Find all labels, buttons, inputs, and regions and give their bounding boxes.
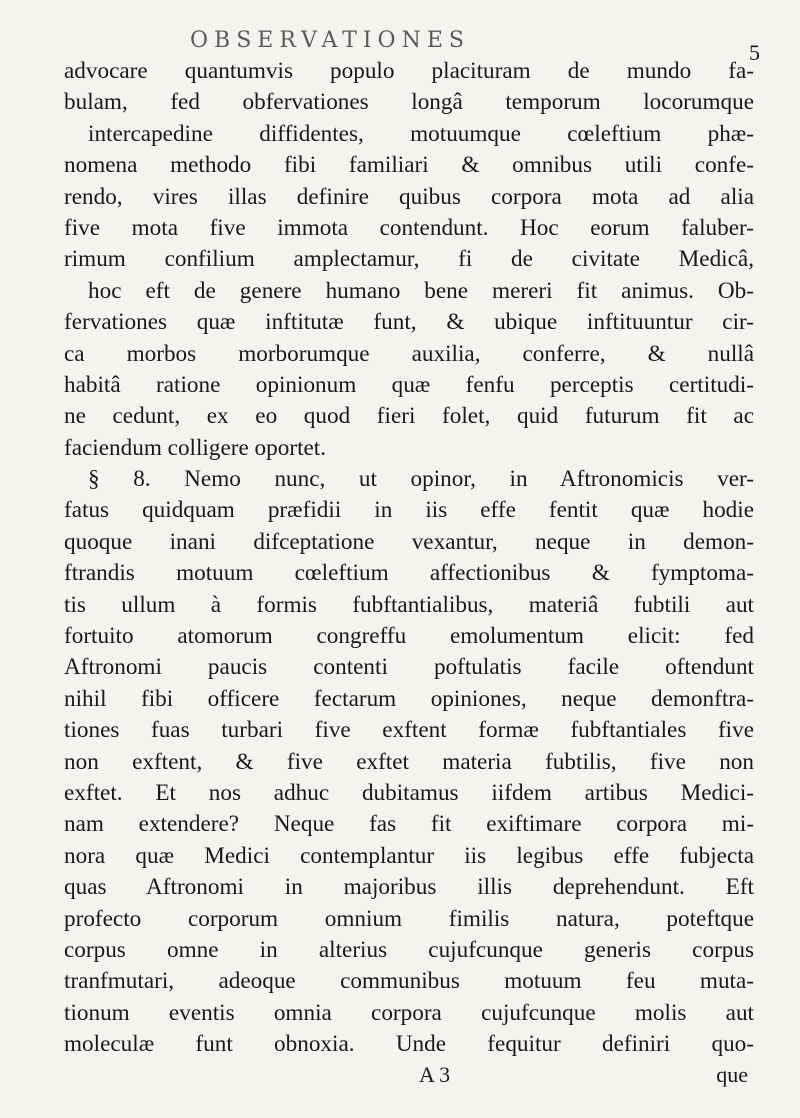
text-line: bulam, fed obfervationes longâ temporum locorumque xyxy=(64,89,754,116)
text-line: quoque inani difceptatione vexantur, neque in demon- xyxy=(64,528,754,555)
text-line: rimum confilium amplectamur, fi de civitate Medicâ, xyxy=(64,246,754,273)
body-text xyxy=(64,56,754,1061)
text-line: rendo, vires illas definire quibus corpora mota ad alia xyxy=(64,183,754,210)
text-line: nomena methodo fibi familiari & omnibus utili confe- xyxy=(64,152,754,179)
catchword: que xyxy=(716,1062,748,1087)
running-head: OBSERVATIONES xyxy=(190,28,470,53)
text-line: quas Aftronomi in majoribus illis deprehendunt. Eft xyxy=(64,874,754,901)
text-line: ftrandis motuum cœleftium affectionibus & fymptoma- xyxy=(64,560,754,587)
text-line: fortuito atomorum congreffu emolumentum elicit: fed xyxy=(64,623,754,650)
text-line: nam extendere? Neque fas fit exiftimare corpora mi- xyxy=(64,811,754,838)
signature-mark: A 3 xyxy=(419,1062,451,1087)
section-start-line: § 8. Nemo nunc, ut opinor, in Aftronomicis ver- xyxy=(88,466,754,493)
text-line: tis ullum à formis fubftantialibus, materiâ fubtili aut xyxy=(64,591,754,618)
text-line: five mota five immota contendunt. Hoc eorum faluber- xyxy=(64,214,754,241)
text-line: Aftronomi paucis contenti poftulatis facile oftendunt xyxy=(64,654,754,681)
text-line: nora quæ Medici contemplantur iis legibus effe fubjecta xyxy=(64,842,754,869)
text-line: faciendum colligere oportet. xyxy=(64,434,327,461)
text-line: non exftent, & five exftet materia fubtilis, five non xyxy=(64,748,754,775)
text-line: advocare quantumvis populo placituram de mundo fa- xyxy=(64,58,754,84)
text-line: fervationes quæ inftitutæ funt, & ubique inftituuntur cir- xyxy=(64,309,754,336)
page-footer xyxy=(64,1062,754,1092)
text-line: ca morbos morborumque auxilia, conferre, & nullâ xyxy=(64,340,754,367)
text-line: intercapedine diffidentes, motuumque cœleftium phæ- xyxy=(88,120,754,147)
text-line: moleculæ funt obnoxia. Unde fequitur definiri quo- xyxy=(64,1031,754,1058)
page-number: 5 xyxy=(749,40,760,65)
text-line: habitâ ratione opinionum quæ fenfu perceptis certitudi- xyxy=(64,371,754,398)
text-line: corpus omne in alterius cujufcunque generis corpus xyxy=(64,936,754,963)
text-line: tranfmutari, adeoque communibus motuum feu muta- xyxy=(64,968,754,995)
text-line: tiones fuas turbari five exftent formæ fubftantiales five xyxy=(64,717,754,744)
text-line: exftet. Et nos adhuc dubitamus iifdem artibus Medici- xyxy=(64,779,754,806)
text-line: ne cedunt, ex eo quod fieri folet, quid futurum fit ac xyxy=(64,403,754,430)
text-line: fatus quidquam præfidii in iis effe fentit quæ hodie xyxy=(64,497,754,524)
text-line: profecto corporum omnium fimilis natura, poteftque xyxy=(64,905,754,932)
text-line: hoc eft de genere humano bene mereri fit animus. Ob- xyxy=(88,277,754,304)
text-line: nihil fibi officere fectarum opiniones, neque demonftra- xyxy=(64,685,754,712)
text-line: tionum eventis omnia corpora cujufcunque molis aut xyxy=(64,999,754,1026)
